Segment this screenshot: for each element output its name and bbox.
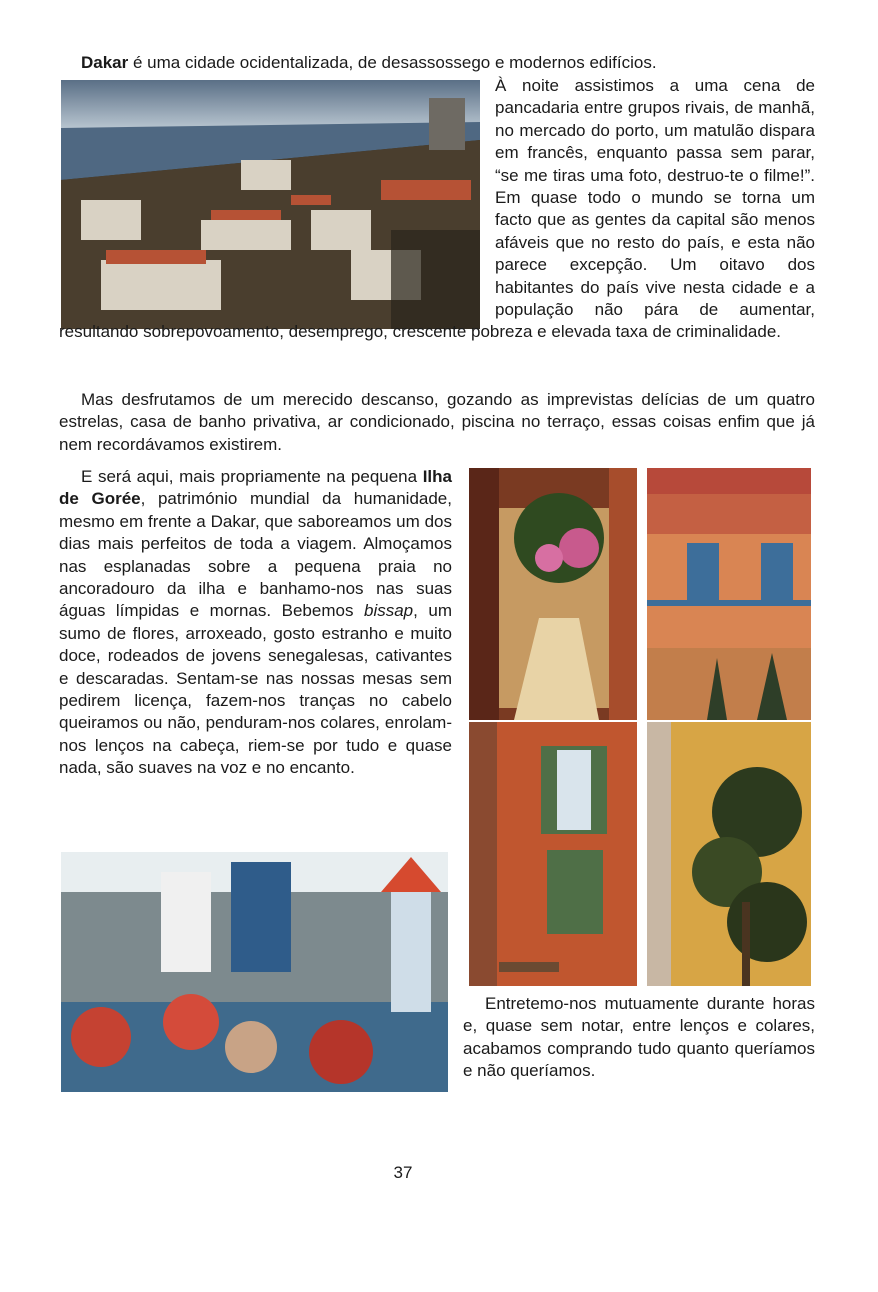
balcony-house-photo xyxy=(647,468,811,720)
yellow-wall-photo xyxy=(647,722,811,986)
goree-text-c: , um sumo de flores, arroxeado, gosto estranho e muito doce, rodeados de jovens senegalesas, cativantes e descaradas. Sentam-se nas nossas mesas sem pedirem licença, fazem-nos tranças no cabelo queiramos ou não, penduram-nos colares, enrolam-nos lenços na cabeça, riem-se por tudo e quase nada, são suaves na voz e no encanto. xyxy=(59,601,452,778)
alley-photo xyxy=(469,468,637,720)
goree-text-b: , património mundial da humanidade, mesmo em frente a Dakar, que saboreamos um dos dias mais perfeitos de toda a viagem. Almoçamos nas esplanadas sobre a pequena praia no ancoradouro da ilha e banhamo-nos nas suas águas límpidas e mornas. Bebemos xyxy=(59,489,452,621)
page-number: 37 xyxy=(393,1163,413,1182)
goree-drink: bissap xyxy=(363,601,414,621)
goree-place: Ilha de Gorée xyxy=(59,467,452,509)
cafe-photo xyxy=(61,852,448,1092)
intro-lead xyxy=(81,52,821,74)
shuttered-house-photo xyxy=(469,722,637,986)
goree-paragraph xyxy=(59,466,452,780)
goree-collage xyxy=(469,468,811,986)
photo-wrap-spacer xyxy=(59,75,495,321)
intro-paragraph-2: Mas desfrutamos de um merecido descanso, gozando as imprevistas delícias de um quatro estrelas, casa de banho privativa, ar condicionado, piscina no terraço, essas coisas enfim que já nem recordávamos existirem. xyxy=(59,390,815,454)
lead-rest: é uma cidade ocidentalizada, de desassossego e modernos edifícios. xyxy=(128,53,657,72)
goree-text-a: E será aqui, mais propriamente na pequena xyxy=(81,467,423,486)
intro-paragraph-1 xyxy=(59,75,815,344)
lead-bold: Dakar xyxy=(81,53,129,72)
closing-paragraph: Entretemo-nos mutuamente durante horas e, quase sem notar, entre lenços e colares, acabamos comprando tudo quanto queríamos e não queríamos. xyxy=(463,994,815,1081)
cafe-illustration xyxy=(61,852,448,1092)
intro-paragraph-1-text: À noite assistimos a uma cena de pancadaria entre grupos rivais, de manhã, no mercado do porto, um matulão dispara em francês, enquanto passa sem parar, “se me tiras uma foto, destruo-te o filme!”. Em quase todo o mundo se torna um facto que as gentes da capital são menos afáveis que no resto do país, e esta não parece excepção. Um oitavo dos habitantes do país vive nesta cidade e a população não pára de aumentar, resultando sobrepovoamento, desemprego, crescente pobreza e elevada taxa de criminalidade. xyxy=(59,76,815,342)
